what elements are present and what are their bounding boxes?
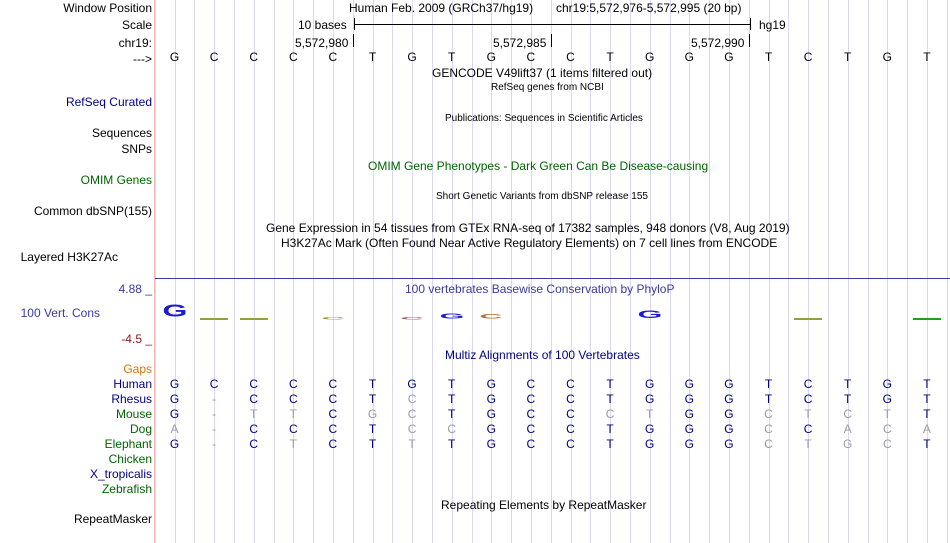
alignment-base-mouse: G — [486, 407, 496, 421]
alignment-base-elephant: G — [724, 437, 734, 451]
alignment-base-mouse: G — [724, 407, 734, 421]
alignment-base-rhesus: G — [486, 392, 496, 406]
base-guideline — [373, 0, 374, 543]
snp-title: Short Genetic Variants from dbSNP release 155 — [436, 191, 648, 202]
label-rhesus[interactable]: Rhesus — [111, 392, 152, 406]
alignment-base-mouse: T — [804, 407, 812, 421]
base-guideline — [194, 0, 195, 543]
base-letter: G — [645, 50, 655, 64]
base-letter: G — [169, 50, 180, 64]
base-guideline — [293, 0, 294, 543]
alignment-base-elephant: T — [923, 437, 931, 451]
alignment-base-dog: T — [606, 422, 614, 436]
alignment-base-mouse: C — [764, 407, 773, 421]
label-elephant[interactable]: Elephant — [104, 437, 152, 451]
alignment-base-mouse: T — [923, 407, 931, 421]
alignment-base-elephant: C — [764, 437, 773, 451]
base-letter: G — [486, 50, 496, 64]
alignment-base-elephant: G — [645, 437, 655, 451]
alignment-base-dog: A — [922, 422, 931, 436]
alignment-base-human: C — [328, 377, 338, 391]
base-guideline — [254, 0, 255, 543]
h3k27ac-title: H3K27Ac Mark (Often Found Near Active Regulatory Elements) on 7 cell lines from ENCODE — [281, 236, 778, 250]
alignment-base-elephant: C — [566, 437, 575, 451]
base-guideline — [353, 0, 354, 543]
phylop-bar — [240, 318, 268, 320]
base-guideline — [788, 0, 789, 543]
base-guideline — [234, 0, 235, 543]
phylop-bar — [794, 318, 822, 320]
base-guideline — [432, 0, 433, 543]
base-letter: G — [684, 50, 694, 64]
base-guideline — [155, 0, 156, 543]
coord-tick — [551, 34, 552, 47]
position-title: chr19:5,572,976-5,572,995 (20 bp) — [556, 1, 742, 15]
alignment-base-mouse: C — [566, 407, 575, 421]
base-guideline — [729, 0, 730, 543]
base-letter: T — [448, 50, 456, 64]
base-guideline — [333, 0, 334, 543]
base-guideline — [907, 0, 908, 543]
alignment-base-mouse: C — [843, 407, 853, 421]
alignment-base-rhesus: T — [844, 392, 852, 406]
label-zebrafish[interactable]: Zebrafish — [101, 482, 152, 496]
alignment-base-human: G — [882, 377, 892, 391]
alignment-base-elephant: - — [212, 437, 217, 451]
alignment-base-dog: G — [645, 422, 655, 436]
alignment-base-elephant: T — [408, 437, 416, 451]
coord-label: 5,572,985 — [493, 36, 547, 50]
alignment-base-human: C — [526, 377, 536, 391]
base-guideline — [887, 0, 888, 543]
base-letter: T — [368, 50, 377, 64]
label-dbsnp[interactable]: Common dbSNP(155) — [33, 204, 152, 218]
alignment-base-human: C — [249, 377, 259, 391]
label-chicken[interactable]: Chicken — [108, 452, 152, 466]
label-sequences[interactable]: Sequences — [91, 126, 152, 140]
phylop-letter: G — [637, 308, 663, 321]
alignment-base-human: T — [764, 377, 773, 391]
alignment-base-elephant: G — [843, 437, 853, 451]
alignment-base-rhesus: C — [249, 392, 259, 406]
base-guideline — [749, 0, 750, 543]
base-guideline — [175, 0, 176, 543]
scale-text: 10 bases — [298, 18, 347, 32]
label-chrom[interactable]: chr19: — [118, 36, 152, 50]
label-h3k27ac[interactable]: Layered H3K27Ac — [20, 250, 118, 264]
base-letter: C — [566, 50, 575, 64]
base-guideline — [808, 0, 809, 543]
base-guideline — [392, 0, 393, 543]
alignment-base-dog: C — [407, 422, 417, 436]
alignment-base-human: G — [645, 377, 655, 391]
refseq-title: RefSeq genes from NCBI — [491, 82, 604, 93]
alignment-base-dog: C — [526, 422, 536, 436]
alignment-base-elephant: G — [684, 437, 694, 451]
alignment-base-rhesus: T — [923, 392, 931, 406]
alignment-base-elephant: T — [289, 437, 297, 451]
phylop-letter: G — [162, 301, 187, 321]
alignment-base-dog: G — [684, 422, 694, 436]
alignment-base-rhesus: G — [645, 392, 655, 406]
label-human[interactable]: Human — [113, 377, 152, 391]
base-guideline — [769, 0, 770, 543]
base-letter: T — [844, 50, 852, 64]
phylop-bar — [913, 318, 941, 320]
label-repeatmasker[interactable]: RepeatMasker — [73, 512, 152, 526]
alignment-base-rhesus: C — [288, 392, 298, 406]
alignment-base-dog: - — [212, 422, 217, 436]
alignment-base-rhesus: T — [368, 392, 377, 406]
alignment-base-human: T — [448, 377, 456, 391]
gencode-title: GENCODE V49lift37 (1 items filtered out) — [432, 66, 653, 80]
alignment-base-elephant: G — [486, 437, 496, 451]
alignment-base-elephant: C — [328, 437, 338, 451]
base-letter: T — [923, 50, 931, 64]
phylop-letter: C — [400, 316, 424, 321]
alignment-base-dog: C — [447, 422, 457, 436]
base-letter: G — [724, 50, 734, 64]
alignment-base-rhesus: G — [882, 392, 892, 406]
base-letter: C — [288, 50, 298, 64]
alignment-base-rhesus: G — [169, 392, 180, 406]
base-guideline — [472, 0, 473, 543]
assembly-title: Human Feb. 2009 (GRCh37/hg19) — [349, 1, 534, 15]
phylop-letter: G — [439, 312, 465, 321]
base-guideline — [214, 0, 215, 543]
alignment-base-human: T — [844, 377, 852, 391]
gtex-title: Gene Expression in 54 tissues from GTEx RNA-seq of 17382 samples, 948 donors (V8, Aug 2019) — [266, 221, 790, 235]
alignment-base-human: G — [486, 377, 496, 391]
alignment-base-human: T — [368, 377, 377, 391]
alignment-base-mouse: C — [605, 407, 615, 421]
label-cons[interactable]: 100 Vert. Cons — [20, 306, 100, 320]
alignment-base-rhesus: C — [328, 392, 338, 406]
alignment-base-mouse: C — [407, 407, 417, 421]
conservation-separator — [155, 278, 950, 279]
base-letter: C — [249, 50, 259, 64]
alignment-base-rhesus: C — [407, 392, 417, 406]
alignment-base-mouse: T — [289, 407, 297, 421]
label-xtropicalis[interactable]: X_tropicalis — [89, 467, 152, 481]
alignment-base-elephant: T — [606, 437, 614, 451]
alignment-base-human: G — [724, 377, 734, 391]
label-snps[interactable]: SNPs — [121, 142, 152, 156]
alignment-base-dog: G — [724, 422, 734, 436]
base-guideline — [828, 0, 829, 543]
alignment-base-rhesus: G — [684, 392, 694, 406]
alignment-base-dog: A — [170, 422, 179, 436]
alignment-base-elephant: T — [448, 437, 456, 451]
base-guideline — [650, 0, 651, 543]
base-guideline — [630, 0, 631, 543]
track-image[interactable] — [155, 0, 950, 543]
alignment-base-dog: A — [843, 422, 852, 436]
alignment-base-mouse: C — [328, 407, 338, 421]
base-guideline — [313, 0, 314, 543]
alignment-base-rhesus: T — [606, 392, 614, 406]
alignment-base-dog: C — [803, 422, 813, 436]
alignment-base-elephant: C — [249, 437, 259, 451]
alignment-base-human: G — [407, 377, 417, 391]
base-guideline — [848, 0, 849, 543]
omim-title: OMIM Gene Phenotypes - Dark Green Can Be Disease-causing — [368, 159, 709, 173]
alignment-base-mouse: T — [448, 407, 456, 421]
base-guideline — [927, 0, 928, 543]
alignment-base-human: T — [923, 377, 931, 391]
base-guideline — [709, 0, 710, 543]
alignment-base-human: C — [288, 377, 298, 391]
label-cons-min: -4.5 _ — [121, 332, 152, 346]
alignment-base-rhesus: - — [212, 392, 217, 406]
alignment-base-dog: C — [764, 422, 773, 436]
coord-label: 5,572,990 — [691, 36, 745, 50]
label-omim[interactable]: OMIM Genes — [80, 173, 152, 187]
base-letter: C — [526, 50, 536, 64]
alignment-base-rhesus: T — [764, 392, 773, 406]
alignment-base-dog: G — [486, 422, 496, 436]
alignment-base-human: C — [209, 377, 219, 391]
alignment-base-mouse: T — [646, 407, 654, 421]
alignment-base-mouse: - — [212, 407, 217, 421]
alignment-base-dog: C — [288, 422, 298, 436]
base-guideline — [452, 0, 453, 543]
alignment-base-human: C — [803, 377, 813, 391]
base-guideline — [947, 0, 948, 543]
base-guideline — [868, 0, 869, 543]
phylop-letter: C — [321, 316, 345, 321]
base-guideline — [412, 0, 413, 543]
alignment-base-dog: C — [882, 422, 892, 436]
alignment-base-dog: T — [368, 422, 377, 436]
label-bases-arrow[interactable]: ---> — [133, 52, 152, 66]
phylop-letter: C — [479, 313, 503, 321]
alignment-base-human: G — [684, 377, 694, 391]
label-scale[interactable]: Scale — [121, 18, 152, 32]
alignment-base-mouse: C — [526, 407, 536, 421]
base-letter: C — [209, 50, 219, 64]
base-guideline — [689, 0, 690, 543]
scale-bar-right-cap — [750, 18, 751, 30]
label-cons-max: 4.88 _ — [118, 282, 152, 296]
base-guideline — [670, 0, 671, 543]
base-letter: G — [882, 50, 892, 64]
label-mouse[interactable]: Mouse — [115, 407, 152, 421]
base-letter: C — [803, 50, 813, 64]
alignment-base-elephant: C — [526, 437, 536, 451]
publications-title: Publications: Sequences in Scientific Articles — [445, 113, 643, 124]
alignment-base-human: G — [169, 377, 180, 391]
phylop-title: 100 vertebrates Basewise Conservation by PhyloP — [405, 282, 675, 296]
coord-label: 5,572,980 — [295, 36, 349, 50]
phylop-bar — [200, 318, 228, 320]
multiz-title: Multiz Alignments of 100 Vertebrates — [445, 348, 640, 362]
alignment-base-elephant: T — [804, 437, 812, 451]
alignment-base-mouse: G — [169, 407, 180, 421]
base-letter: G — [407, 50, 417, 64]
alignment-base-elephant: C — [882, 437, 892, 451]
alignment-base-mouse: T — [250, 407, 258, 421]
alignment-base-human: C — [566, 377, 575, 391]
track-label-panel — [0, 0, 154, 543]
label-window-position[interactable]: Window Position — [63, 1, 152, 15]
label-gaps[interactable]: Gaps — [123, 362, 152, 376]
alignment-base-rhesus: C — [803, 392, 813, 406]
label-dog[interactable]: Dog — [129, 422, 152, 436]
alignment-base-dog: C — [566, 422, 575, 436]
alignment-base-mouse: G — [367, 407, 378, 421]
base-letter: T — [764, 50, 773, 64]
alignment-base-rhesus: G — [724, 392, 734, 406]
db-label: hg19 — [759, 18, 786, 32]
coord-tick — [749, 34, 750, 47]
alignment-base-rhesus: C — [566, 392, 575, 406]
alignment-base-mouse: G — [684, 407, 694, 421]
base-letter: C — [328, 50, 338, 64]
coord-tick — [353, 34, 354, 47]
base-letter: T — [606, 50, 614, 64]
alignment-base-mouse: T — [883, 407, 891, 421]
alignment-base-elephant: T — [368, 437, 377, 451]
base-guideline — [274, 0, 275, 543]
alignment-base-dog: C — [249, 422, 259, 436]
alignment-base-rhesus: T — [448, 392, 456, 406]
alignment-base-elephant: G — [169, 437, 180, 451]
alignment-base-dog: C — [328, 422, 338, 436]
repeatmasker-title: Repeating Elements by RepeatMasker — [441, 498, 647, 512]
label-refseq[interactable]: RefSeq Curated — [65, 95, 152, 109]
alignment-base-human: T — [606, 377, 614, 391]
alignment-base-rhesus: C — [526, 392, 536, 406]
base-guideline — [610, 0, 611, 543]
scale-bar — [354, 24, 750, 25]
